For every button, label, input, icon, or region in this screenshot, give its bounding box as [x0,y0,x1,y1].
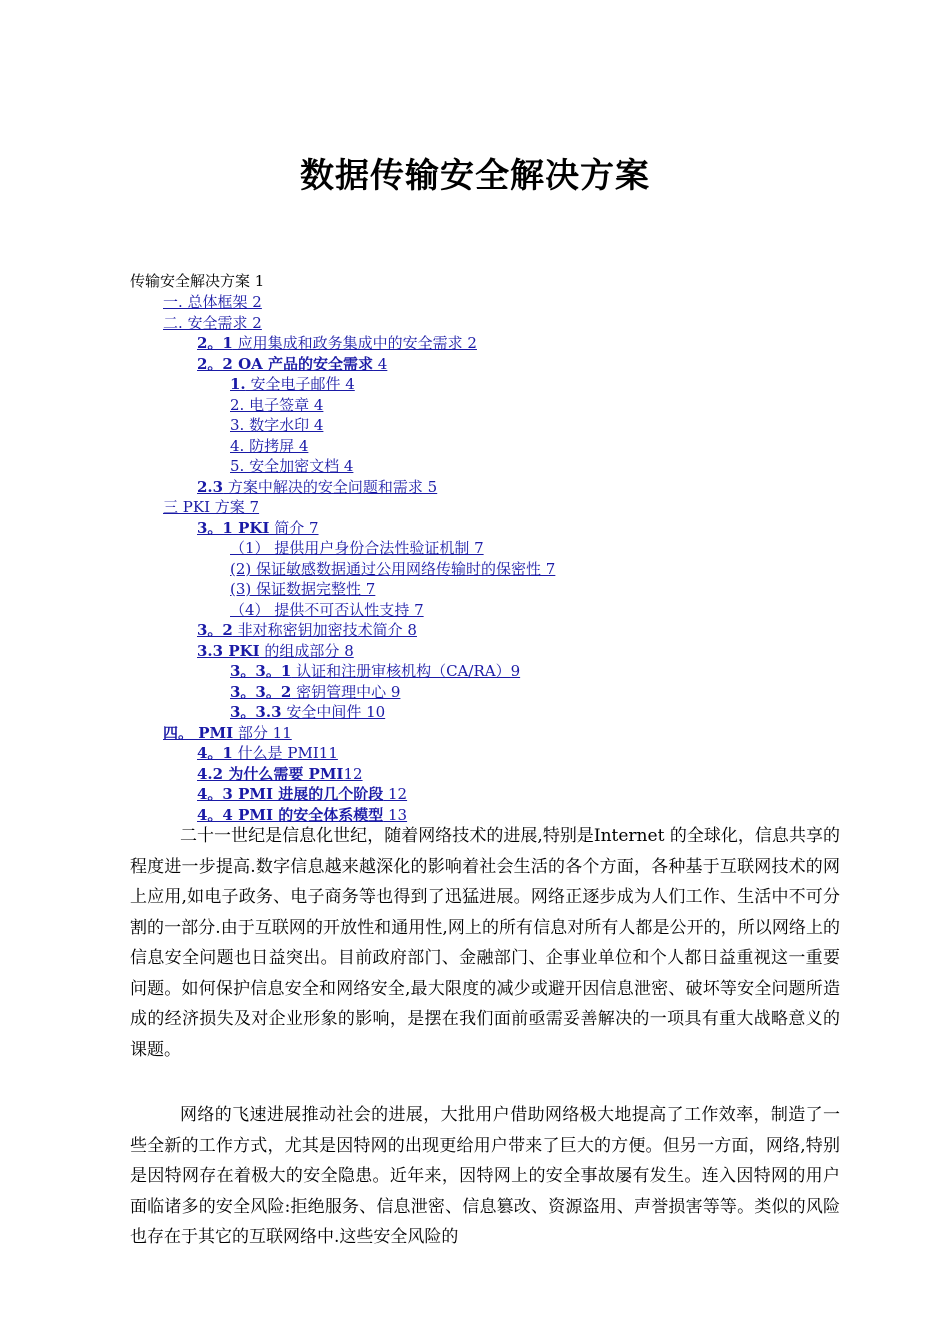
toc-link[interactable]: 2。1 应用集成和政务集成中的安全需求 2 [197,334,477,352]
toc-link[interactable]: 一. 总体框架 2 [163,293,262,311]
body-paragraph [130,1100,840,1253]
toc-link[interactable]: (3) 保证数据完整性 7 [230,580,376,598]
toc-link[interactable]: 二. 安全需求 2 [163,314,262,332]
toc-link[interactable]: 4。3 PMI 进展的几个阶段 12 [197,785,408,803]
toc-link[interactable]: 4. 防拷屏 4 [230,437,309,455]
toc-link[interactable]: 3。1 PKI 简介 7 [197,519,319,537]
toc-link[interactable]: 3. 数字水印 4 [230,416,324,434]
toc-link[interactable]: 3。2 非对称密钥加密技术简介 8 [197,621,417,639]
toc-link[interactable]: 2。2 OA 产品的安全需求 4 [197,355,388,373]
toc-link[interactable]: 4。4 PMI 的安全体系模型 13 [197,806,408,824]
toc-link[interactable]: 3。3。2 密钥管理中心 9 [230,683,401,701]
toc-link[interactable]: 5. 安全加密文档 4 [230,457,354,475]
toc-link[interactable]: 2.3 方案中解决的安全问题和需求 5 [197,478,438,496]
toc-link[interactable]: （4） 提供不可否认性支持 7 [230,601,424,619]
toc-link[interactable]: 3.3 PKI 的组成部分 8 [197,642,354,660]
toc-link[interactable]: (2) 保证敏感数据通过公用网络传输时的保密性 7 [230,560,556,578]
toc-root: 传输安全解决方案 1 [130,272,265,290]
toc-link[interactable]: （1） 提供用户身份合法性验证机制 7 [230,539,484,557]
toc-link[interactable]: 3。3.3 安全中间件 10 [230,703,386,721]
document-title: 数据传输安全解决方案 [300,156,650,196]
toc-link[interactable]: 1. 安全电子邮件 4 [230,375,355,393]
paragraph-text: 网络的飞速进展推动社会的进展，大批用户借助网络极大地提高了工作效率，制造了一些全新的工作方式，尤其是因特网的出现更给用户带来了巨大的方便。但另一方面，网络,特别是因特网存在着极大的安全隐患。近年来，因特网上的安全事故屡有发生。连入因特网的用户面临诸多的安全风险:拒绝服务、信息泄密、信息篡改、资源盗用、声誉损害等等。类似的风险也存在于其它的互联网络中.这些安全风险的 [130,1105,840,1247]
toc-link[interactable]: 四。 PMI 部分 11 [163,724,292,742]
paragraph-text: 二十一世纪是信息化世纪，随着网络技术的进展,特别是Internet 的全球化，信息共享的程度进一步提高.数字信息越来越深化的影响着社会生活的各个方面，各种基于互联网技术的网上应用,如电子政务、电子商务等也得到了迅猛进展。网络正逐步成为人们工作、生活中不可分割的一部分.由于互联网的开放性和通用性,网上的所有信息对所有人都是公开的，所以网络上的信息安全问题也日益突出。目前政府部门、金融部门、企事业单位和个人都日益重视这一重要问题。如何保护信息安全和网络安全,最大限度的减少或避开因信息泄密、破坏等安全问题所造成的经济损失及对企业形象的影响，是摆在我们面前亟需妥善解决的一项具有重大战略意义的课题。 [130,826,840,1060]
toc-link[interactable]: 4。1 什么是 PMI11 [197,744,338,762]
toc-link[interactable]: 三 PKI 方案 7 [163,498,260,516]
toc-link[interactable]: 4.2 为什么需要 PMI12 [197,765,363,783]
toc-link[interactable]: 2. 电子签章 4 [230,396,324,414]
toc-link[interactable]: 3。3。1 认证和注册审核机构（CA/RA）9 [230,662,521,680]
body-paragraph [130,821,840,1065]
